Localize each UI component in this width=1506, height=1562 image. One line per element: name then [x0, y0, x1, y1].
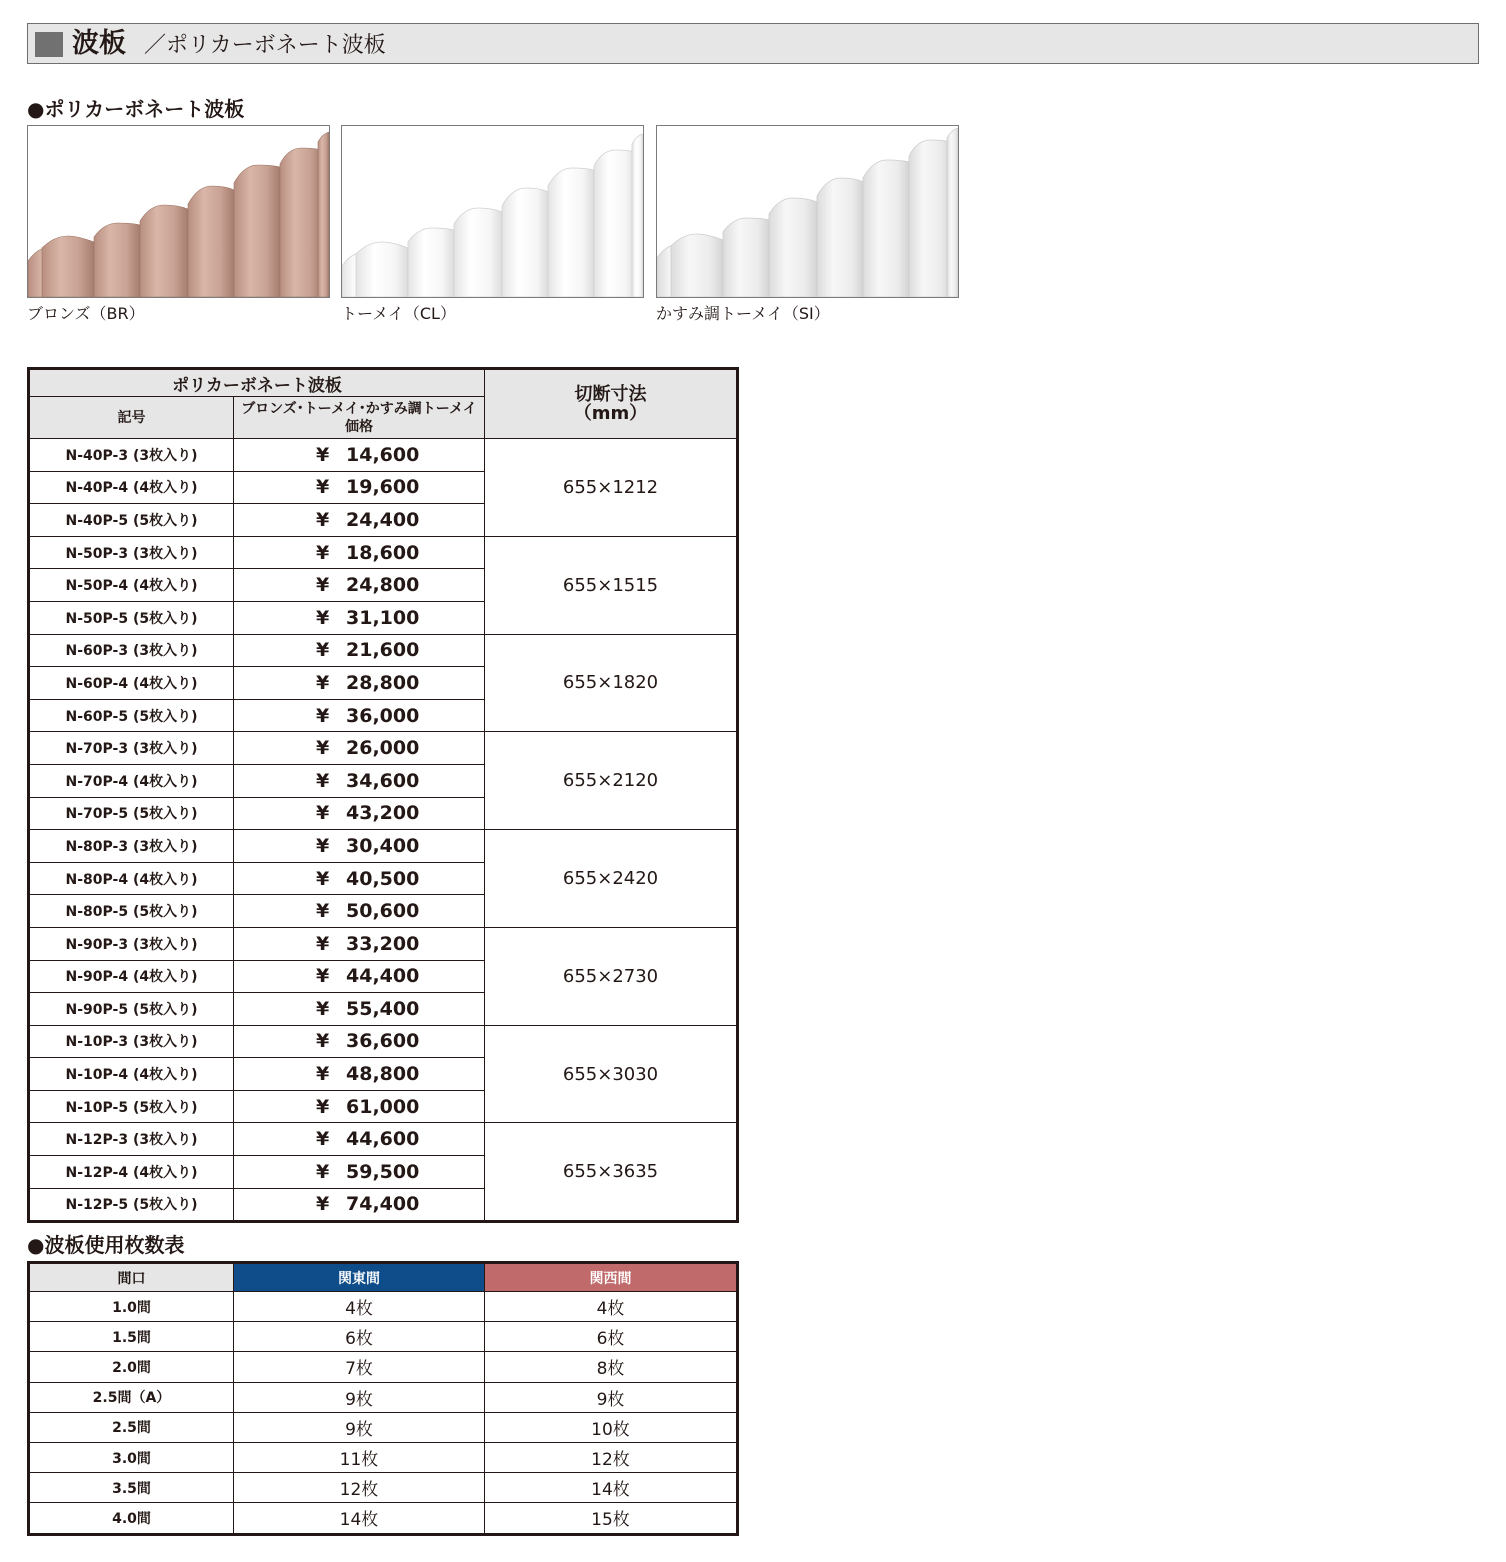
product-code: N-90P-5 (5枚入り)	[29, 993, 234, 1026]
table-row	[29, 732, 738, 765]
currency-symbol: ¥	[316, 704, 330, 727]
kansai-count: 14枚	[485, 1473, 738, 1503]
price-value: 24,800	[346, 574, 420, 597]
frontage-label: 2.5間	[29, 1412, 234, 1442]
currency-symbol: ¥	[316, 1063, 330, 1086]
price-table-group-header: ポリカーボネート波板	[29, 369, 485, 397]
currency-symbol: ¥	[316, 1160, 330, 1183]
page-title: 波板	[72, 28, 126, 59]
product-code: N-60P-4 (4枚入り)	[29, 667, 234, 700]
cut-dimension: 655×3030	[485, 1025, 738, 1123]
product-price	[234, 993, 485, 1026]
currency-symbol: ¥	[316, 443, 330, 466]
table-row	[29, 927, 738, 960]
product-code: N-50P-3 (3枚入り)	[29, 536, 234, 569]
swatch-bronze	[27, 125, 330, 298]
product-price	[234, 1123, 485, 1156]
currency-symbol: ¥	[316, 900, 330, 923]
price-value: 30,400	[346, 834, 420, 857]
products-heading: ●ポリカーボネート波板	[27, 97, 245, 121]
usage-header-kansai: 関西間	[485, 1263, 738, 1292]
swatch-clear	[341, 125, 644, 298]
price-value: 24,400	[346, 508, 420, 531]
title-bar	[27, 23, 1479, 64]
price-value: 36,600	[346, 1030, 420, 1053]
product-price	[234, 764, 485, 797]
product-code: N-60P-3 (3枚入り)	[29, 634, 234, 667]
currency-symbol: ¥	[316, 476, 330, 499]
price-table-code-header: 記号	[29, 397, 234, 439]
table-row	[29, 1025, 738, 1058]
frontage-label: 4.0間	[29, 1503, 234, 1534]
swatch-caption-clear: トーメイ（CL）	[341, 304, 456, 323]
page-subtitle: ／ポリカーボネート波板	[144, 33, 386, 58]
price-value: 48,800	[346, 1063, 420, 1086]
currency-symbol: ¥	[316, 1095, 330, 1118]
product-price	[234, 699, 485, 732]
kanto-count: 6枚	[234, 1322, 485, 1352]
kansai-count: 10枚	[485, 1412, 738, 1442]
table-row	[29, 1412, 738, 1442]
price-value: 40,500	[346, 867, 420, 890]
cut-dimension: 655×1820	[485, 634, 738, 732]
product-code: N-80P-3 (3枚入り)	[29, 830, 234, 863]
table-row	[29, 1503, 738, 1534]
usage-header-kanto: 関東間	[234, 1263, 485, 1292]
kansai-count: 15枚	[485, 1503, 738, 1534]
currency-symbol: ¥	[316, 541, 330, 564]
kanto-count: 9枚	[234, 1412, 485, 1442]
product-code: N-40P-5 (5枚入り)	[29, 504, 234, 537]
corrugated-panel-frosted-image	[657, 126, 958, 297]
product-price	[234, 732, 485, 765]
title-square-icon	[35, 32, 63, 57]
product-price	[234, 862, 485, 895]
product-price	[234, 1058, 485, 1091]
kanto-count: 4枚	[234, 1292, 485, 1322]
table-row	[29, 830, 738, 863]
frontage-label: 3.5間	[29, 1473, 234, 1503]
price-table	[27, 367, 739, 1223]
swatch-frosted	[656, 125, 959, 298]
currency-symbol: ¥	[316, 965, 330, 988]
currency-symbol: ¥	[316, 867, 330, 890]
currency-symbol: ¥	[316, 802, 330, 825]
product-price	[234, 471, 485, 504]
product-code: N-10P-5 (5枚入り)	[29, 1090, 234, 1123]
kansai-count: 4枚	[485, 1292, 738, 1322]
currency-symbol: ¥	[316, 508, 330, 531]
price-value: 31,100	[346, 606, 420, 629]
swatch-caption-frosted: かすみ調トーメイ（SI）	[656, 304, 830, 323]
product-code: N-50P-4 (4枚入り)	[29, 569, 234, 602]
cut-dimension: 655×1515	[485, 536, 738, 634]
table-row	[29, 1442, 738, 1472]
currency-symbol: ¥	[316, 671, 330, 694]
product-price	[234, 797, 485, 830]
frontage-label: 2.0間	[29, 1352, 234, 1382]
price-value: 74,400	[346, 1193, 420, 1216]
usage-table	[27, 1261, 739, 1536]
product-code: N-12P-4 (4枚入り)	[29, 1156, 234, 1189]
table-row	[29, 1352, 738, 1382]
product-code: N-90P-4 (4枚入り)	[29, 960, 234, 993]
product-code: N-10P-3 (3枚入り)	[29, 1025, 234, 1058]
table-row	[29, 634, 738, 667]
product-code: N-80P-5 (5枚入り)	[29, 895, 234, 928]
product-price	[234, 1090, 485, 1123]
kanto-count: 11枚	[234, 1442, 485, 1472]
frontage-label: 2.5間（A）	[29, 1382, 234, 1412]
kanto-count: 14枚	[234, 1503, 485, 1534]
kanto-count: 7枚	[234, 1352, 485, 1382]
kanto-count: 12枚	[234, 1473, 485, 1503]
corrugated-panel-clear-image	[342, 126, 643, 297]
price-value: 21,600	[346, 639, 420, 662]
product-price	[234, 439, 485, 472]
price-value: 36,000	[346, 704, 420, 727]
price-value: 19,600	[346, 476, 420, 499]
product-code: N-90P-3 (3枚入り)	[29, 927, 234, 960]
price-value: 61,000	[346, 1095, 420, 1118]
cut-dimension: 655×3635	[485, 1123, 738, 1222]
product-price	[234, 830, 485, 863]
price-table-price-header: ブロンズ･トーメイ･かすみ調トーメイ 価格	[234, 397, 485, 439]
product-price	[234, 601, 485, 634]
price-table-dimension-header: 切断寸法 （mm）	[485, 369, 738, 439]
currency-symbol: ¥	[316, 1193, 330, 1216]
price-value: 55,400	[346, 997, 420, 1020]
kansai-count: 9枚	[485, 1382, 738, 1412]
product-price	[234, 1156, 485, 1189]
frontage-label: 1.0間	[29, 1292, 234, 1322]
product-price	[234, 895, 485, 928]
table-row	[29, 1123, 738, 1156]
price-value: 34,600	[346, 769, 420, 792]
corrugated-panel-bronze-image	[28, 126, 329, 297]
currency-symbol: ¥	[316, 1030, 330, 1053]
cut-dimension: 655×2730	[485, 927, 738, 1025]
price-value: 26,000	[346, 737, 420, 760]
product-code: N-80P-4 (4枚入り)	[29, 862, 234, 895]
currency-symbol: ¥	[316, 737, 330, 760]
price-value: 43,200	[346, 802, 420, 825]
currency-symbol: ¥	[316, 639, 330, 662]
usage-heading: ●波板使用枚数表	[27, 1233, 185, 1257]
kansai-count: 6枚	[485, 1322, 738, 1352]
product-code: N-40P-3 (3枚入り)	[29, 439, 234, 472]
price-value: 44,400	[346, 965, 420, 988]
table-row	[29, 536, 738, 569]
currency-symbol: ¥	[316, 606, 330, 629]
product-price	[234, 927, 485, 960]
product-price	[234, 536, 485, 569]
product-price	[234, 1188, 485, 1222]
swatch-caption-bronze: ブロンズ（BR）	[27, 304, 145, 323]
product-code: N-70P-5 (5枚入り)	[29, 797, 234, 830]
product-price	[234, 960, 485, 993]
product-code: N-50P-5 (5枚入り)	[29, 601, 234, 634]
frontage-label: 3.0間	[29, 1442, 234, 1472]
currency-symbol: ¥	[316, 932, 330, 955]
usage-header-frontage: 間口	[29, 1263, 234, 1292]
price-value: 14,600	[346, 443, 420, 466]
price-value: 50,600	[346, 900, 420, 923]
product-price	[234, 504, 485, 537]
table-row	[29, 1382, 738, 1412]
product-code: N-12P-5 (5枚入り)	[29, 1188, 234, 1222]
product-price	[234, 1025, 485, 1058]
frontage-label: 1.5間	[29, 1322, 234, 1352]
product-code: N-60P-5 (5枚入り)	[29, 699, 234, 732]
currency-symbol: ¥	[316, 769, 330, 792]
kanto-count: 9枚	[234, 1382, 485, 1412]
table-row	[29, 1322, 738, 1352]
table-row	[29, 1473, 738, 1503]
currency-symbol: ¥	[316, 834, 330, 857]
kansai-count: 8枚	[485, 1352, 738, 1382]
table-row	[29, 439, 738, 472]
table-row	[29, 1292, 738, 1322]
price-value: 18,600	[346, 541, 420, 564]
price-value: 44,600	[346, 1128, 420, 1151]
product-price	[234, 634, 485, 667]
cut-dimension: 655×2120	[485, 732, 738, 830]
price-value: 28,800	[346, 671, 420, 694]
price-value: 33,200	[346, 932, 420, 955]
product-code: N-10P-4 (4枚入り)	[29, 1058, 234, 1091]
currency-symbol: ¥	[316, 574, 330, 597]
product-price	[234, 569, 485, 602]
product-code: N-40P-4 (4枚入り)	[29, 471, 234, 504]
product-code: N-70P-3 (3枚入り)	[29, 732, 234, 765]
product-price	[234, 667, 485, 700]
currency-symbol: ¥	[316, 1128, 330, 1151]
product-code: N-12P-3 (3枚入り)	[29, 1123, 234, 1156]
product-code: N-70P-4 (4枚入り)	[29, 764, 234, 797]
cut-dimension: 655×1212	[485, 439, 738, 537]
kansai-count: 12枚	[485, 1442, 738, 1472]
currency-symbol: ¥	[316, 997, 330, 1020]
price-value: 59,500	[346, 1160, 420, 1183]
cut-dimension: 655×2420	[485, 830, 738, 928]
